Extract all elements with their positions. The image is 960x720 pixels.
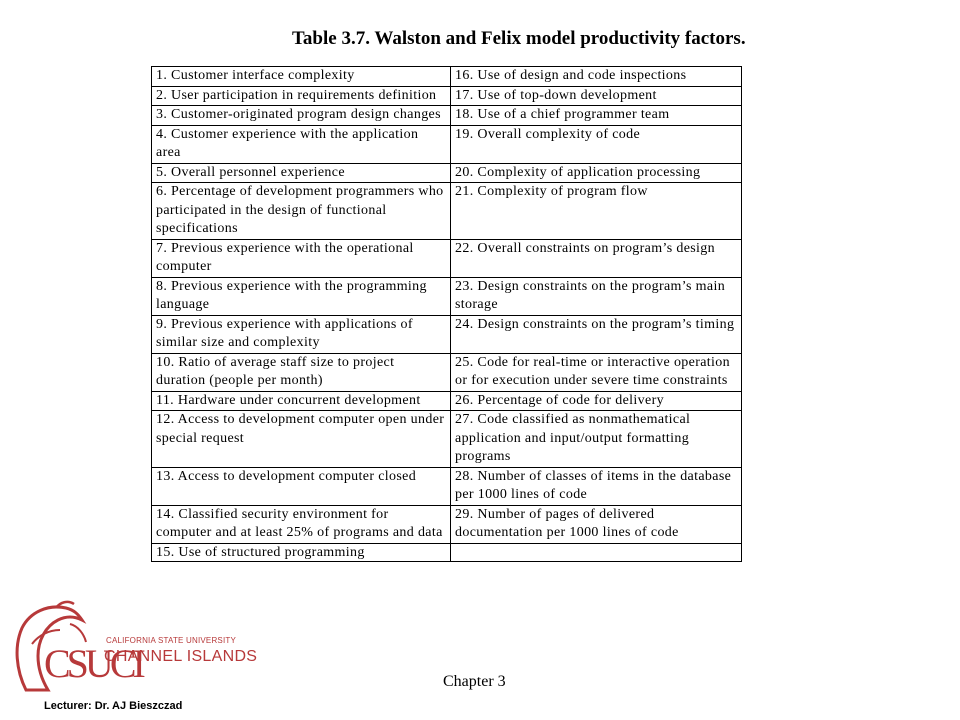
- table-cell-right: 17. Use of top-down development: [451, 86, 742, 106]
- table-cell-left: 6. Percentage of development programmers who participated in the design of functional specifications: [152, 183, 451, 240]
- logo-letters: CSUCI: [44, 641, 142, 686]
- table-row: [152, 411, 742, 468]
- table-row: [152, 353, 742, 391]
- table-cell-left: 14. Classified security environment for computer and at least 25% of programs and data: [152, 505, 451, 543]
- logo-campus-name: CHANNEL ISLANDS: [104, 648, 258, 665]
- table-row: [152, 183, 742, 240]
- table-row: [152, 125, 742, 163]
- table-cell-left: 1. Customer interface complexity: [152, 67, 451, 87]
- table-cell-right: 22. Overall constraints on program’s design: [451, 239, 742, 277]
- productivity-factors-table: [151, 66, 742, 562]
- table-cell-left: 10. Ratio of average staff size to project duration (people per month): [152, 353, 451, 391]
- table-row: [152, 106, 742, 126]
- chapter-label: Chapter 3: [443, 673, 506, 690]
- table-row: [152, 67, 742, 87]
- table-cell-left: 9. Previous experience with applications of similar size and complexity: [152, 315, 451, 353]
- table-cell-left: 12. Access to development computer open under special request: [152, 411, 451, 468]
- table-cell-right: [451, 543, 742, 561]
- table-row: [152, 505, 742, 543]
- table-row: [152, 86, 742, 106]
- table-cell-right: 26. Percentage of code for delivery: [451, 391, 742, 411]
- table-cell-right: 18. Use of a chief programmer team: [451, 106, 742, 126]
- table-cell-left: 2. User participation in requirements definition: [152, 86, 451, 106]
- table-row: [152, 391, 742, 411]
- table-cell-right: 20. Complexity of application processing: [451, 163, 742, 183]
- table-cell-left: 3. Customer-originated program design changes: [152, 106, 451, 126]
- table-cell-right: 21. Complexity of program flow: [451, 183, 742, 240]
- table-row: [152, 467, 742, 505]
- table-row: [152, 163, 742, 183]
- table-cell-left: 4. Customer experience with the application area: [152, 125, 451, 163]
- table-cell-right: 19. Overall complexity of code: [451, 125, 742, 163]
- table-cell-left: 8. Previous experience with the programming language: [152, 277, 451, 315]
- university-logo: [8, 600, 258, 696]
- table-cell-right: 16. Use of design and code inspections: [451, 67, 742, 87]
- table-cell-left: 13. Access to development computer closed: [152, 467, 451, 505]
- lecturer-label: Lecturer: Dr. AJ Bieszczad: [44, 700, 183, 712]
- table-cell-right: 29. Number of pages of delivered documentation per 1000 lines of code: [451, 505, 742, 543]
- logo-university-name: CALIFORNIA STATE UNIVERSITY: [106, 636, 237, 645]
- table-row: [152, 239, 742, 277]
- table-cell-left: 11. Hardware under concurrent development: [152, 391, 451, 411]
- table-cell-right: 24. Design constraints on the program’s timing: [451, 315, 742, 353]
- table-cell-right: 28. Number of classes of items in the database per 1000 lines of code: [451, 467, 742, 505]
- table-title: Table 3.7. Walston and Felix model productivity factors.: [292, 28, 746, 49]
- table-row: [152, 277, 742, 315]
- table-row: [152, 315, 742, 353]
- table-cell-left: 5. Overall personnel experience: [152, 163, 451, 183]
- table-cell-right: 25. Code for real-time or interactive operation or for execution under severe time constraints: [451, 353, 742, 391]
- table-cell-right: 23. Design constraints on the program’s main storage: [451, 277, 742, 315]
- table-row: [152, 543, 742, 561]
- table-cell-right: 27. Code classified as nonmathematical application and input/output formatting programs: [451, 411, 742, 468]
- table-cell-left: 7. Previous experience with the operational computer: [152, 239, 451, 277]
- table-cell-left: 15. Use of structured programming: [152, 543, 451, 561]
